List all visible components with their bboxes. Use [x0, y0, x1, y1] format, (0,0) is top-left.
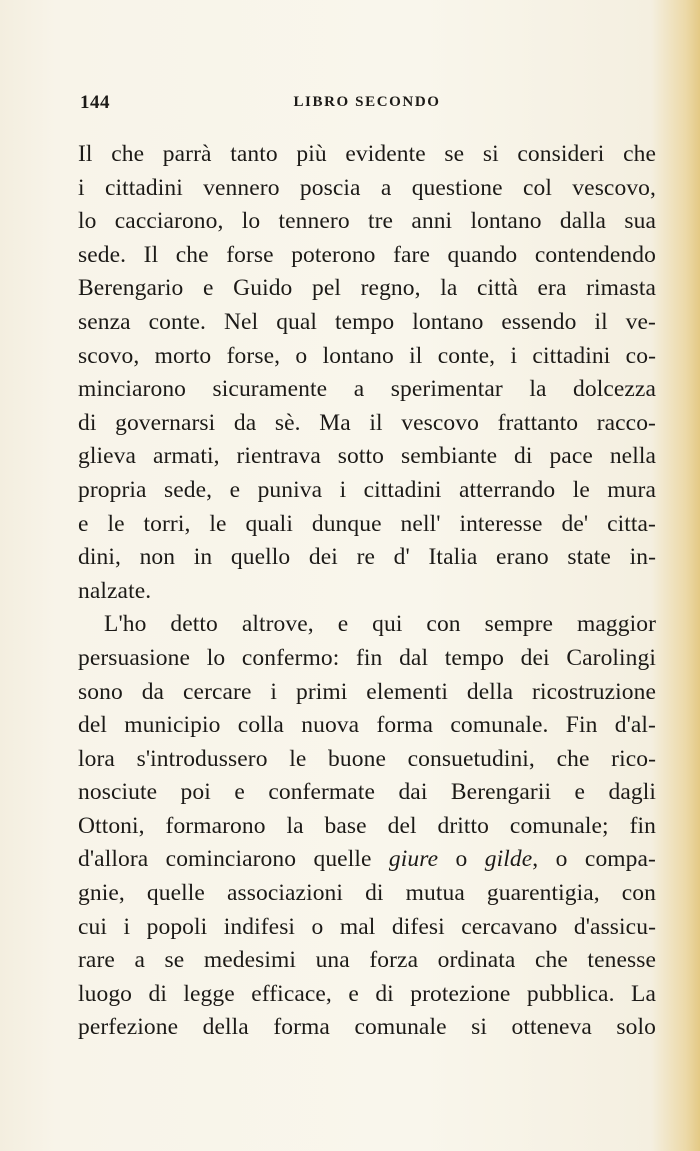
text-line: Berengario e Guido pel regno, la città era rimasta — [78, 275, 656, 302]
text-line: nalzate. — [78, 577, 152, 604]
italic-term: gilde — [484, 846, 533, 873]
paragraph — [78, 138, 656, 608]
text-run: , o compa- — [532, 846, 656, 873]
text-line: Ottoni, formarono la base del dritto comunale; fin — [78, 812, 656, 839]
text-line: persuasione lo confermo: fin dal tempo dei Carolingi — [78, 644, 656, 671]
text-line: nosciute poi e confermate dai Berengarii e dagli — [78, 779, 656, 806]
text-line: luogo di legge efficace, e di protezione pubblica. La — [78, 980, 656, 1007]
text-line: rare a se medesimi una forza ordinata che tenesse — [78, 947, 656, 974]
text-line: sede. Il che forse poterono fare quando contendendo — [78, 241, 656, 268]
text-line: propria sede, e puniva i cittadini atterrando le mura — [78, 476, 656, 503]
text-run: o — [438, 846, 485, 873]
text-line: senza conte. Nel qual tempo lontano essendo il ve- — [78, 308, 656, 335]
text-line: minciarono sicuramente a sperimentar la dolcezza — [78, 376, 656, 403]
text-line: i cittadini vennero poscia a questione col vescovo, — [78, 174, 656, 201]
italic-term: giure — [388, 846, 439, 873]
body-text — [78, 138, 656, 1045]
text-line: L'ho detto altrove, e qui con sempre maggior — [104, 611, 656, 638]
text-line: lora s'introdussero le buone consuetudini, che rico- — [78, 745, 656, 772]
text-line: lo cacciarono, lo tennero tre anni lontano dalla sua — [78, 208, 656, 235]
page-header — [78, 92, 656, 118]
text-line: Il che parrà tanto più evidente se si consideri che — [78, 141, 656, 167]
text-line: glieva armati, rientrava sotto sembiante di pace nella — [78, 443, 656, 470]
text-line: perfezione della forma comunale si otteneva solo — [78, 1014, 656, 1041]
text-line: cui i popoli indifesi o mal difesi cercavano d'assicu- — [78, 913, 656, 940]
text-line: del municipio colla nuova forma comunale. Fin d'al- — [78, 712, 656, 739]
text-run: d'allora cominciarono quelle — [78, 846, 389, 873]
text-line: gnie, quelle associazioni di mutua guarentigia, con — [78, 880, 656, 907]
text-line: e le torri, le quali dunque nell' interesse de' citta- — [78, 510, 656, 537]
text-line: sono da cercare i primi elementi della ricostruzione — [78, 678, 656, 705]
text-line: dini, non in quello dei re d' Italia erano state in- — [78, 544, 656, 571]
text-line: di governarsi da sè. Ma il vescovo frattanto racco- — [78, 409, 656, 436]
text-line: scovo, morto forse, o lontano il conte, i cittadini co- — [78, 342, 656, 369]
paragraph — [78, 608, 656, 1045]
text-line-with-italics — [78, 843, 656, 877]
page-number: 144 — [80, 92, 110, 113]
running-head: LIBRO SECONDO — [293, 94, 441, 110]
